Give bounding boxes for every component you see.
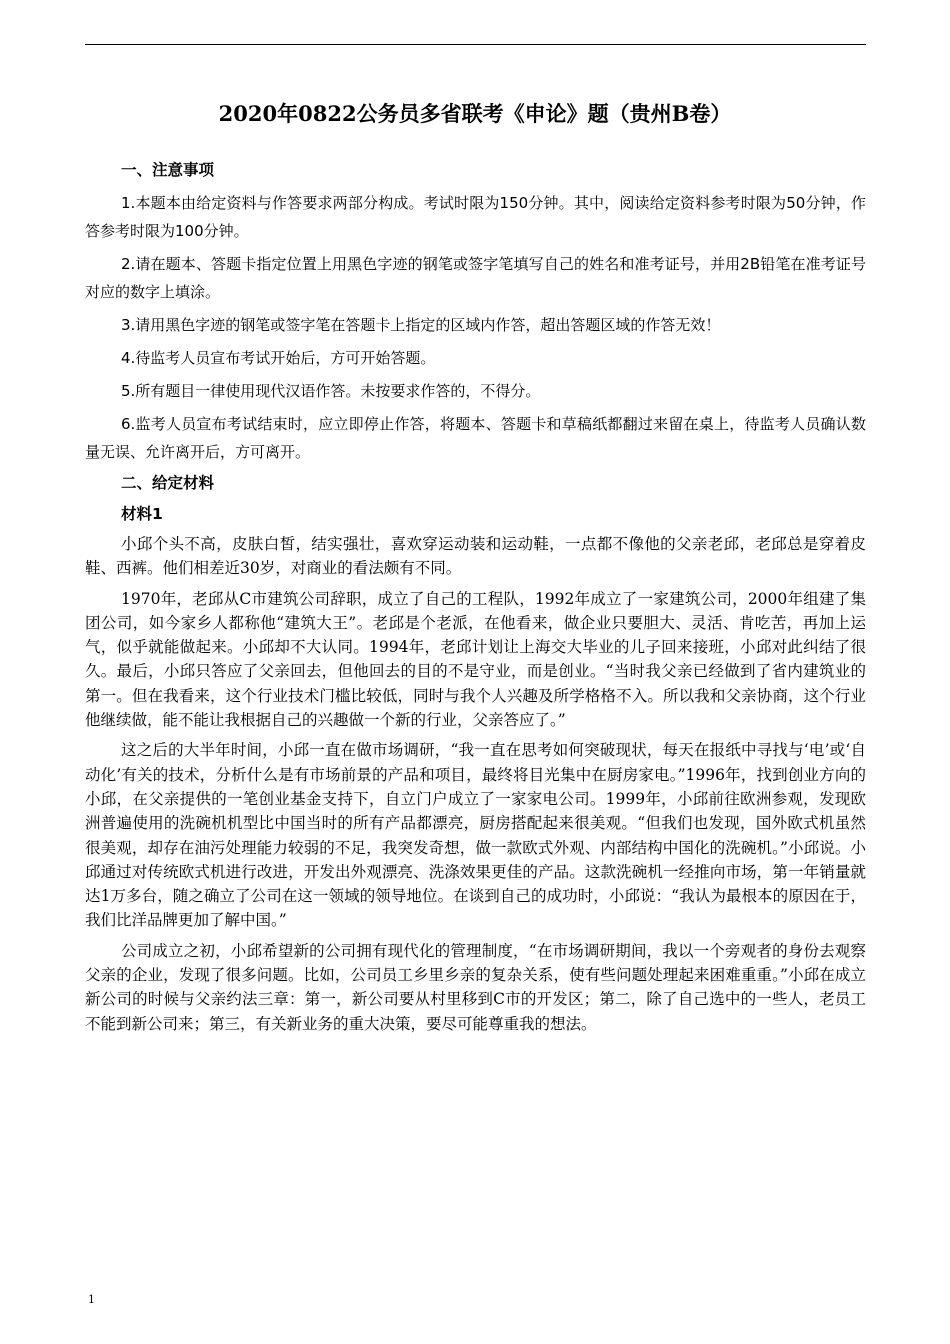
notice-item: 6.监考人员宣布考试结束时，应立即停止作答，将题本、答题卡和草稿纸都翻过来留在桌上，待监考人员确认数量无误、允许离开后，方可离开。: [85, 415, 866, 461]
material-paragraph: 小邱个头不高，皮肤白皙，结实强壮，喜欢穿运动装和运动鞋，一点都不像他的父亲老邱，老邱总是穿着皮鞋、西裤。他们相差近30岁，对商业的看法颇有不同。: [85, 535, 866, 578]
notice-item: 1.本题本由给定资料与作答要求两部分构成。考试时限为150分钟。其中，阅读给定资料参考时限为50分钟，作答参考时限为100分钟。: [85, 194, 866, 240]
notice-item: 3.请用黑色字迹的钢笔或签字笔在答题卡上指定的区域内作答，超出答题区域的作答无效！: [121, 316, 721, 334]
material-paragraph: 这之后的大半年时间，小邱一直在做市场调研，“我一直在思考如何突破现状，每天在报纸中寻找与‘电’或‘自动化’有关的技术，分析什么是有市场前景的产品和项目，最终将目光集中在厨房家电。”1996年，找到创业方向的小邱，在父亲提供的一笔创业基金支持下，自立门户成立了一家家电公司。1999年，小邱前往欧洲参观，发现欧洲普遍使用的洗碗机机型比中国当时的所有产品都漂亮，厨房搭配起来很美观。“但我们也发现，国外欧式机虽然很美观，却存在油污处理能力较弱的不足，我突发奇想，做一款欧式外观、内部结构中国化的洗碗机。”小邱说。小邱通过对传统欧式机进行改进，开发出外观漂亮、洗涤效果更佳的产品。这款洗碗机一经推向市场，第一年销量就达1万多台，随之确立了公司在这一领域的领导地位。在谈到自己的成功时，小邱说：“我认为最根本的原因在于，我们比洋品牌更加了解中国。”: [85, 741, 866, 930]
notice-item: 2.请在题本、答题卡指定位置上用黑色字迹的钢笔或签字笔填写自己的姓名和准考证号，并用2B铅笔在准考证号对应的数字上填涂。: [85, 255, 866, 301]
material-label: 材料1: [121, 505, 163, 523]
material-heading: 二、给定材料: [121, 474, 215, 492]
document-body: [85, 156, 866, 1042]
notice-item: 4.待监考人员宣布考试开始后，方可开始答题。: [121, 349, 436, 367]
notice-heading: 一、注意事项: [121, 161, 215, 179]
header-rule: [85, 44, 866, 45]
material-paragraph: 公司成立之初，小邱希望新的公司拥有现代化的管理制度，“在市场调研期间，我以一个旁观者的身份去观察父亲的企业，发现了很多问题。比如，公司员工乡里乡亲的复杂关系，使有些问题处理起来困难重重。”小邱在成立新公司的时候与父亲约法三章：第一，新公司要从村里移到C市的开发区；第二，除了自己选中的一些人，老员工不能到新公司来；第三，有关新业务的重大决策，要尽可能尊重我的想法。: [85, 941, 866, 1033]
material-paragraph: 1970年，老邱从C市建筑公司辞职，成立了自己的工程队，1992年成立了一家建筑公司，2000年组建了集团公司，如今家乡人都称他“建筑大王”。老邱是个老派，在他看来，做企业只要胆大、灵活、肯吃苦，再加上运气，似乎就能做起来。小邱却不大认同。1994年，老邱计划让上海交大毕业的儿子回来接班，小邱对此纠结了很久。最后，小邱只答应了父亲回去，但他回去的目的不是守业，而是创业。“当时我父亲已经做到了省内建筑业的第一。但在我看来，这个行业技术门槛比较低，同时与我个人兴趣及所学格格不入。所以我和父亲协商，这个行业他继续做，能不能让我根据自己的兴趣做一个新的行业，父亲答应了。”: [85, 589, 866, 730]
page-number: 1: [88, 1293, 95, 1306]
notice-item: 5.所有题目一律使用现代汉语作答。未按要求作答的，不得分。: [121, 382, 541, 400]
document-title: 2020年0822公务员多省联考《申论》题（贵州B卷）: [218, 101, 732, 127]
